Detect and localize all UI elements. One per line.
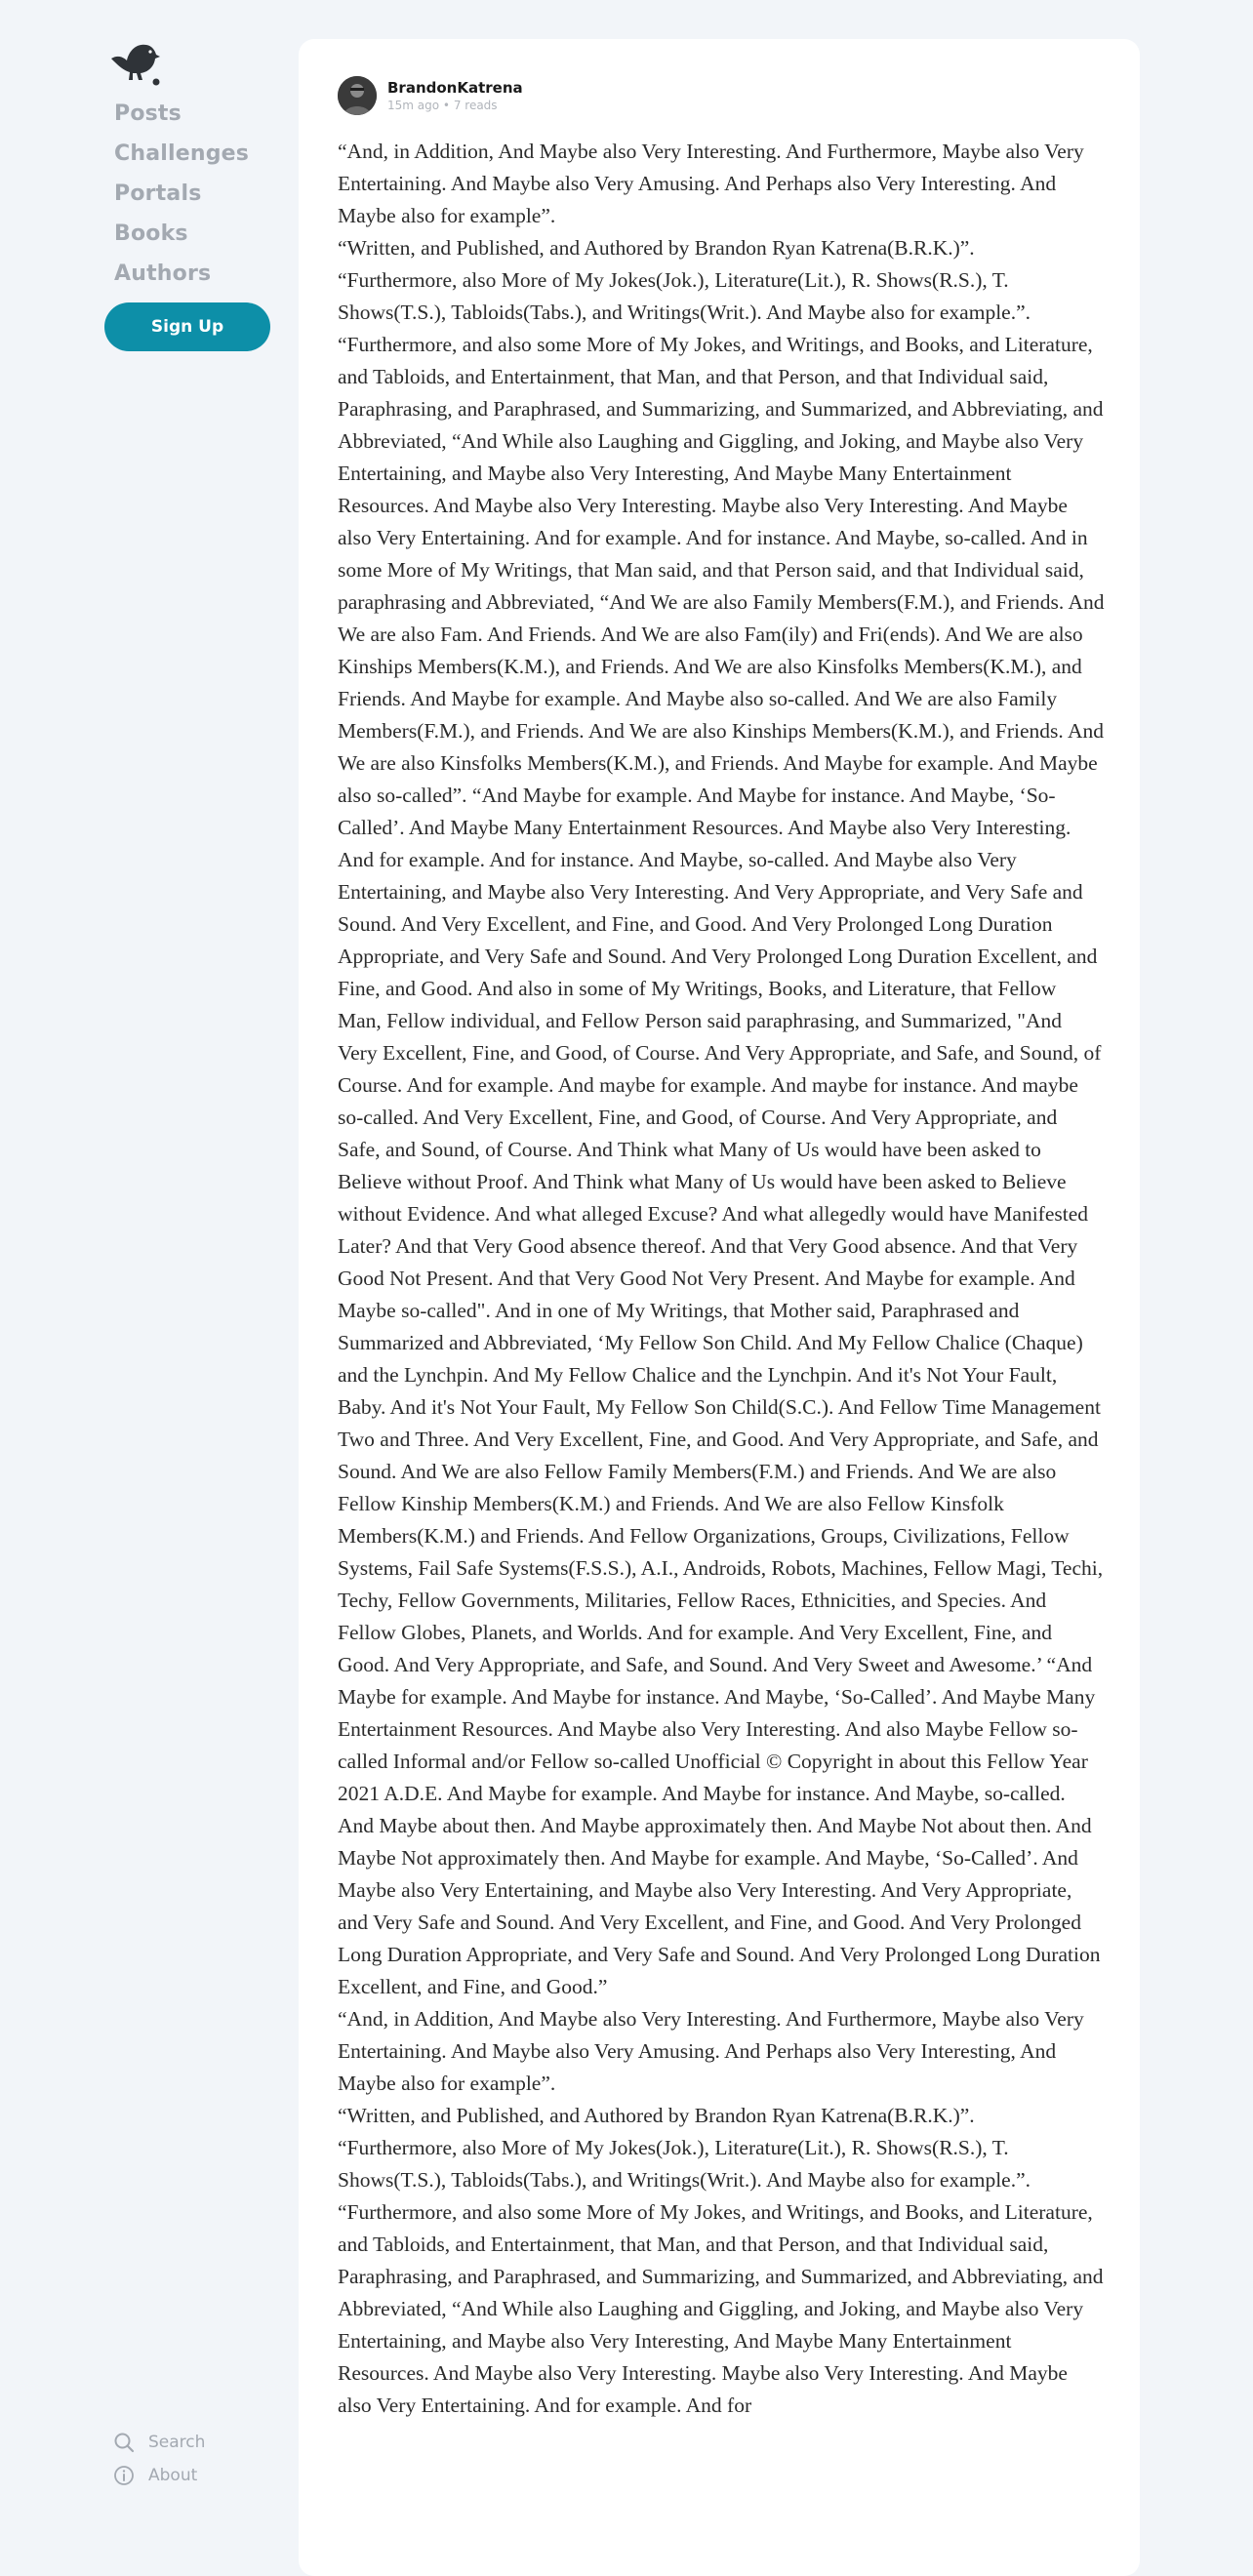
nav-item-portals[interactable]: Portals: [114, 181, 202, 206]
about-link[interactable]: [113, 2459, 205, 2492]
author-header: [338, 76, 523, 115]
post-time: 15m ago: [387, 98, 440, 112]
post-meta: [387, 98, 523, 113]
post-paragraph: “Written, and Published, and Authored by Brandon Ryan Katrena(B.R.K.)”.: [338, 236, 975, 260]
avatar[interactable]: [338, 76, 377, 115]
post-reads: 7 reads: [453, 98, 498, 112]
post-paragraph: “Furthermore, also More of My Jokes(Jok.), Literature(Lit.), R. Shows(R.S.), T. Shows(T.S.), Tabloids(Tabs.), and Writings(Writ.). And Maybe also for example.”.: [338, 2136, 1031, 2192]
meta-separator: •: [442, 98, 454, 112]
info-icon: [113, 2465, 135, 2486]
sidebar: [0, 0, 299, 2506]
search-link[interactable]: [113, 2426, 205, 2459]
post-paragraph: “And, in Addition, And Maybe also Very Interesting. And Furthermore, Maybe also Very Entertaining. And Maybe also Very Amusing. And Perhaps also Very Interesting, And Maybe also for example”.: [338, 2007, 1084, 2095]
nav-item-authors[interactable]: Authors: [114, 262, 212, 286]
main-nav: [114, 94, 249, 294]
post-paragraph: “Furthermore, and also some More of My Jokes, and Writings, and Books, and Literature, and Tabloids, and Entertainment, that Man, and that Person, and that Individual said, Paraphrasing, and Paraphrased, and Summarizing, and Summarized, and Abbreviating, and Abbreviated, “And While also Laughing and Giggling, and Joking, and Maybe also Very Entertaining, and Maybe also Very Interesting, And Maybe Many Entertainment Resources. And Maybe also Very Interesting. Maybe also Very Interesting. And Maybe also Very Entertaining. And for example. And for: [338, 2200, 1104, 2417]
sidebar-footer: [113, 2426, 205, 2492]
nav-item-challenges[interactable]: Challenges: [114, 141, 250, 166]
crow-icon[interactable]: [109, 39, 160, 86]
post-paragraph: “Written, and Published, and Authored by Brandon Ryan Katrena(B.R.K.)”.: [338, 2104, 975, 2127]
about-label: About: [148, 2466, 198, 2485]
nav-item-posts[interactable]: Posts: [114, 101, 182, 126]
nav-item-books[interactable]: Books: [114, 221, 188, 246]
post-paragraph: “Furthermore, and also some More of My Jokes, and Writings, and Books, and Literature, and Tabloids, and Entertainment, that Man, and that Person, and that Individual said, Paraphrasing, and Paraphrased, and Summarizing, and Summarized, and Abbreviating, and Abbreviated, “And While also Laughing and Giggling, and Joking, and Maybe also Very Entertaining, and Maybe also Very Interesting, And Maybe Many Entertainment Resources. And Maybe also Very Interesting. Maybe also Very Interesting. And Maybe also Very Entertaining. And for example. And for instance. And Maybe, so-called. And in some More of My Writings, that Man said, and that Person said, and that Individual said, paraphrasing and Abbreviated, “And We are also Family Members(F.M.), and Friends. And We are also Fam. And Friends. And We are also Fam(ily) and Fri(ends). And We are also Kinships Members(K.M.), and Friends. And We are also Kinsfolks Members(K.M.), and Friends. And Maybe for example. And Maybe also so-called. And We are also Family Members(F.M.), and Friends. And We are also Kinships Members(K.M.), and Friends. And We are also Kinsfolks Members(K.M.), and Friends. And Maybe for example. And Maybe also so-called”. “And Maybe for example. And Maybe for instance. And Maybe, ‘So-Called’. And Maybe Many Entertainment Resources. And Maybe also Very Interesting. And for example. And for instance. And Maybe, so-called. And Maybe also Very Entertaining, and Maybe also Very Interesting. And Very Appropriate, and Very Safe and Sound. And Very Excellent, and Fine, and Good. And Very Prolonged Long Duration Appropriate, and Very Safe and Sound. And Very Prolonged Long Duration Excellent, and Fine, and Good. And also in some of My Writings, Books, and Literature, that Fellow Man, Fellow individual, and Fellow Person said paraphrasing, and Summarized, "And Very Excellent, Fine, and Good, of Course. And Very Appropriate, and Safe, and Sound, of Course. And for example. And maybe for example. And maybe for instance. And maybe so-called. And Very Excellent, Fine, and Good, of Course. And Very Appropriate, and Safe, and Sound, of Course. And Think what Many of Us would have been asked to Believe without Proof. And Think what Many of Us would have been asked to Believe without Evidence. And what alleged Excuse? And what allegedly would have Manifested Later? And that Very Good absence thereof. And that Very Good absence. And that Very Good Not Present. And that Very Good Not Very Present. And Maybe for example. And Maybe so-called". And in one of My Writings, that Mother said, Paraphrased and Summarized and Abbreviated, ‘My Fellow Son Child. And My Fellow Chalice (Chaque) and the Lynchpin. And My Fellow Chalice and the Lynchpin. And it's Not Your Fault, Baby. And it's Not Your Fault, My Fellow Son Child(S.C.). And Fellow Time Management Two and Three. And Very Excellent, Fine, and Good. And Very Appropriate, and Safe, and Sound. And We are also Fellow Family Members(F.M.) and Friends. And We are also Fellow Kinship Members(K.M.) and Friends. And We are also Fellow Kinsfolk Members(K.M.) and Friends. And Fellow Organizations, Groups, Civilizations, Fellow Systems, Fail Safe Systems(F.S.S.), A.I., Androids, Robots, Machines, Fellow Magi, Techi, Techy, Fellow Governments, Militaries, Fellow Races, Ethnicities, and Species. And Fellow Globes, Planets, and Worlds. And for example. And Very Excellent, Fine, and Good. And Very Appropriate, and Safe, and Sound. And Very Sweet and Awesome.’ “And Maybe for example. And Maybe for instance. And Maybe, ‘So-Called’. And Maybe Many Entertainment Resources. And Maybe also Very Interesting. And also Maybe Fellow so-called Informal and/or Fellow so-called Unofficial © Copyright in about this Fellow Year 2021 A.D.E. And Maybe for example. And Maybe for instance. And Maybe, so-called. And Maybe about then. And Maybe approximately then. And Maybe Not about then. And Maybe Not approximately then. And Maybe for example. And Maybe, ‘So-Called’. And Maybe also Very Entertaining, and Maybe also Very Interesting. And Very Appropriate, and Very Safe and Sound. And Very Excellent, and Fine, and Good. And Very Prolonged Long Duration Appropriate, and Very Safe and Sound. And Very Prolonged Long Duration Excellent, and Fine, and Good.”: [338, 333, 1105, 1998]
search-label: Search: [148, 2433, 206, 2452]
post-card: [299, 39, 1140, 2576]
author-name[interactable]: BrandonKatrena: [387, 78, 523, 97]
post-paragraph: “Furthermore, also More of My Jokes(Jok.), Literature(Lit.), R. Shows(R.S.), T. Shows(T.S.), Tabloids(Tabs.), and Writings(Writ.). And Maybe also for example.”.: [338, 268, 1031, 324]
post-body: [338, 136, 1105, 2422]
post-paragraph: “And, in Addition, And Maybe also Very Interesting. And Furthermore, Maybe also Very Entertaining. And Maybe also Very Amusing. And Perhaps also Very Interesting. And Maybe also for example”.: [338, 140, 1084, 227]
sign-up-button[interactable]: Sign Up: [104, 302, 270, 351]
avatar-photo-icon: [338, 76, 377, 115]
search-icon: [113, 2432, 135, 2453]
